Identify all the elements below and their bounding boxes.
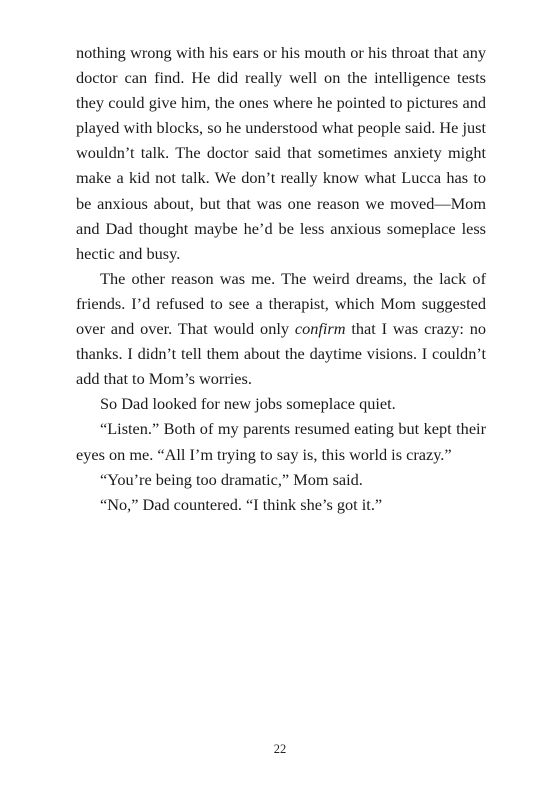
- paragraph: [76, 266, 486, 391]
- paragraph-text: So Dad looked for new jobs someplace quiet.: [100, 394, 396, 414]
- page-number: 22: [273, 742, 287, 756]
- paragraph-text: “Listen.” Both of my parents resumed eating but kept their eyes on me. “All I’m trying to say is, this world is crazy.”: [76, 419, 486, 464]
- paragraph-text: that I was crazy: no thanks. I didn’t tell them about the daytime visions. I couldn’t add that to Mom’s worries.: [76, 319, 486, 389]
- paragraph-text: “No,” Dad countered. “I think she’s got it.”: [100, 494, 383, 514]
- paragraph-text: nothing wrong with his ears or his mouth or his throat that any doctor can find. He did really well on the intelligence tests they could give him, the ones where he pointed to pictures and played with blocks, so he understood what people said. He just wouldn’t talk. The doctor said that sometimes anxiety might make a kid not talk. We don’t really know what Lucca has to be anxious about, but that was one reason we moved—Mom and Dad thought maybe he’d be less anxious someplace less hectic and busy.: [76, 43, 486, 263]
- paragraph: [76, 467, 486, 492]
- paragraph: [76, 40, 486, 266]
- paragraph: [76, 492, 486, 517]
- paragraph-text: The other reason was me. The weird dreams, the lack of friends. I’d refused to see a therapist, which Mom suggested over and over. That would only: [76, 268, 486, 339]
- paragraph: [76, 391, 486, 416]
- body-text: [76, 40, 486, 517]
- paragraph: [76, 416, 486, 466]
- italic-text: confirm: [294, 319, 346, 339]
- paragraph-text: “You’re being too dramatic,” Mom said.: [100, 469, 363, 489]
